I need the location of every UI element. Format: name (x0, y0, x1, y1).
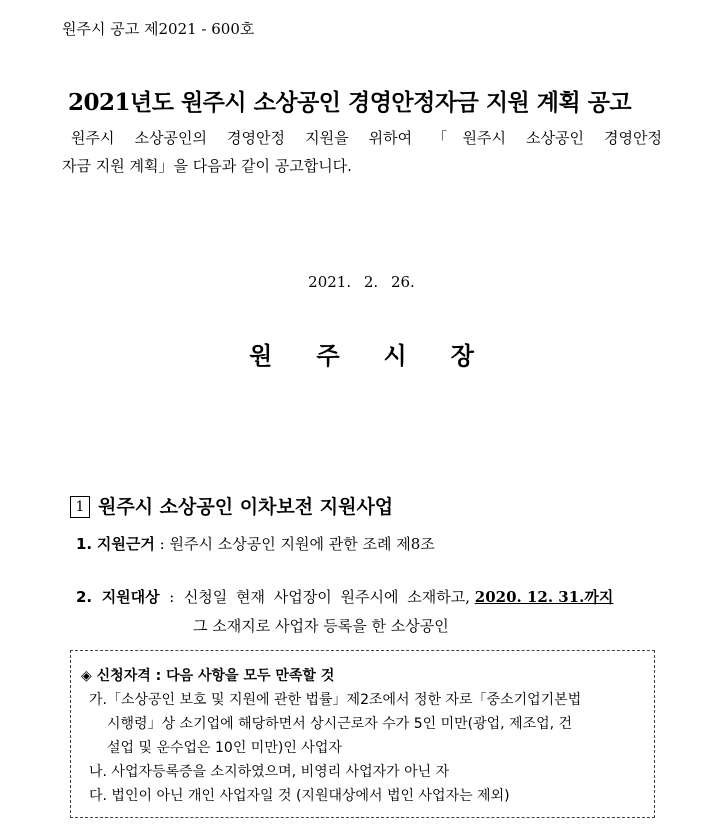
item-number: 2. (76, 588, 93, 606)
eligibility-item-ga: 가.「소상공인 보호 및 지원에 관한 법률」제2조에서 정한 자로「중소기업기본법 (89, 692, 582, 708)
notice-number: 원주시 공고 제2021 - 600호 (62, 20, 255, 38)
mayor-char: 시 (383, 341, 407, 370)
item-text: 신청일 현재 사업장이 원주시에 소재하고, (183, 588, 470, 606)
intro-line-1: 원주시 소상공인의 경영안정 지원을 위하여 「원주시 소상공인 경영안정 (71, 129, 662, 147)
item-support-target (76, 586, 656, 607)
mayor-char: 원 (249, 341, 273, 370)
intro-paragraph (62, 124, 662, 180)
eligibility-item-ga-cont: 설업 및 운수업은 10인 미만)인 사업자 (107, 740, 342, 756)
item-text: 원주시 소상공인 지원에 관한 조례 제8조 (169, 535, 435, 553)
item-separator: : (159, 535, 165, 553)
mayor-char: 장 (450, 341, 474, 370)
notice-date: 2021. 2. 26. (308, 273, 415, 291)
eligibility-item-na: 나. 사업자등록증을 소지하였으며, 비영리 사업자가 아닌 자 (89, 764, 450, 780)
document-title: 2021년도 원주시 소상공인 경영안정자금 지원 계획 공고 (68, 89, 632, 116)
section-number-box: 1 (70, 496, 90, 518)
item-support-basis (76, 533, 435, 554)
section-title: 원주시 소상공인 이차보전 지원사업 (98, 496, 394, 518)
eligibility-item-ga-cont: 시행령」상 소기업에 해당하면서 상시근로자 수가 5인 미만(광업, 제조업, 건 (107, 716, 573, 732)
item-separator: : (169, 588, 175, 606)
issuer-mayor (0, 336, 723, 371)
mayor-char: 주 (316, 341, 340, 370)
eligibility-title: ◈ 신청자격 : 다음 사항을 모두 만족할 것 (81, 668, 335, 684)
intro-line-2: 자금 지원 계획」을 다음과 같이 공고합니다. (62, 157, 352, 175)
item-text-continued: 그 소재지로 사업자 등록을 한 소상공인 (193, 617, 449, 635)
eligibility-box (70, 650, 655, 818)
item-label: 지원대상 (101, 588, 160, 606)
eligibility-item-da: 다. 법인이 아닌 개인 사업자일 것 (지원대상에서 법인 사업자는 제외) (89, 788, 510, 804)
item-label: 지원근거 (96, 535, 155, 553)
deadline-underlined: 2020. 12. 31.까지 (474, 588, 614, 606)
section-heading (70, 492, 393, 519)
item-number: 1. (76, 535, 93, 553)
